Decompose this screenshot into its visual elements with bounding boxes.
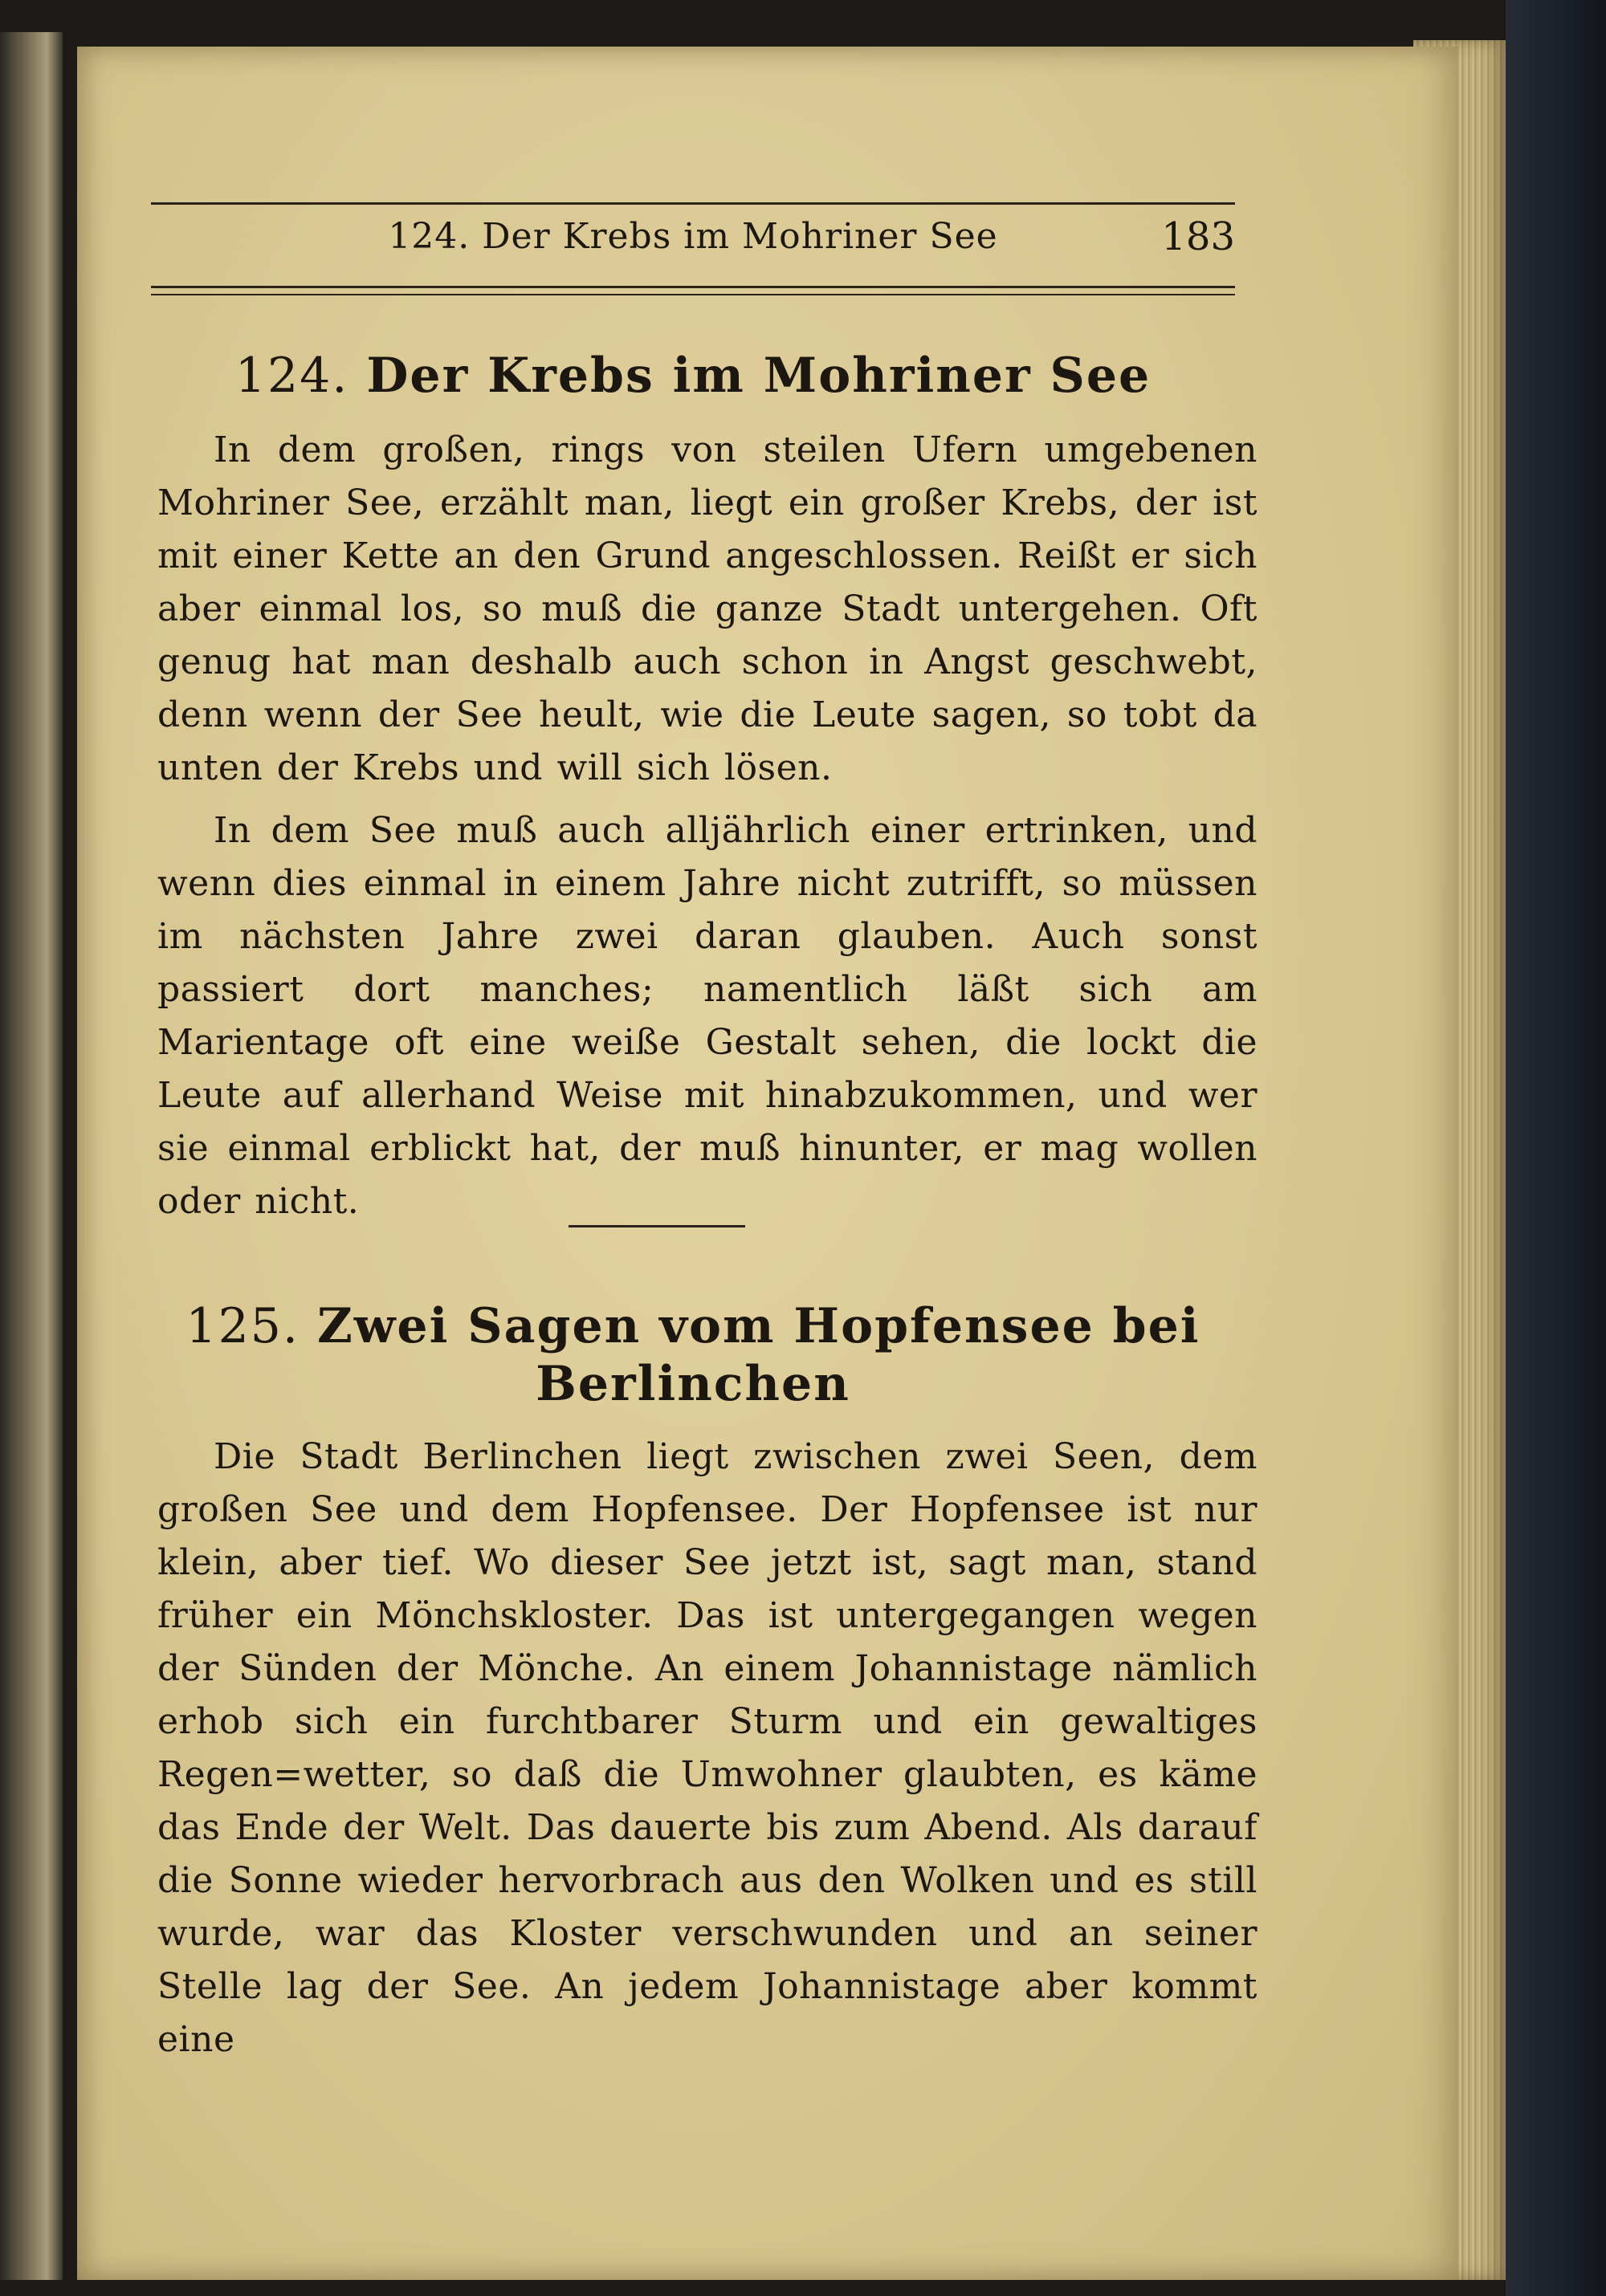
story-125-number: 125. (185, 1298, 300, 1354)
header-rule-bottom (151, 286, 1235, 288)
story-125-title (151, 1297, 1235, 1413)
page-number: 183 (1161, 214, 1235, 259)
story-125-title-line-2: Berlinchen (536, 1356, 850, 1412)
story-124-number: 124. (234, 348, 349, 404)
story-124-title-text: Der Krebs im Mohriner See (366, 348, 1152, 404)
story-124-paragraph-2: In dem See muß auch alljährlich einer ertrinken, und wenn dies einmal in einem Jahre nicht zutrifft, so müssen im nächsten Jahre zwei daran glauben. Auch sonst passiert dort manches; namentlich läßt sich am Marientage oft eine weiße Gestalt sehen, die lockt die Leute auf allerhand Weise mit hinabzukommen, und wer sie einmal erblickt hat, der muß hinunter, er mag wollen oder nicht. (157, 810, 1257, 1222)
story-125-paragraph-1: Die Stadt Berlinchen liegt zwischen zwei Seen, dem großen See und dem Hopfensee. Der Hopfensee ist nur klein, aber tief. Wo dieser See jetzt ist, sagt man, stand früher ein Mönchskloster. Das ist untergegangen wegen der Sünden der Mönche. An einem Johannistage nämlich erhob sich ein furchtbarer Sturm und ein gewaltiges Regen=wetter, so daß die Umwohner glaubten, es käme das Ende der Welt. Das dauerte bis zum Abend. Als darauf die Sonne wieder hervorbrach aus den Wolken und es still wurde, war das Kloster verschwunden und an seiner Stelle lag der See. An jedem Johannistage aber kommt eine (157, 1436, 1257, 2060)
running-head (151, 213, 1235, 261)
header-rule-bottom-double (151, 294, 1235, 295)
story-125-title-line-1 (151, 1297, 1235, 1355)
story-124-title (151, 347, 1235, 405)
section-separator (569, 1225, 745, 1227)
header-rule-top (151, 202, 1235, 205)
story-124-paragraph-1: In dem großen, rings von steilen Ufern umgebenen Mohriner See, erzählt man, liegt ein großer Krebs, der ist mit einer Kette an den Grund angeschlossen. Reißt er sich aber einmal los, so muß die ganze Stadt untergehen. Oft genug hat man deshalb auch schon in Angst geschwebt, denn wenn der See heult, wie die Leute sagen, so tobt da unten der Krebs und will sich lösen. (157, 429, 1257, 788)
running-head-title: 124. Der Krebs im Mohriner See (388, 216, 998, 257)
story-125-title-text-1: Zwei Sagen vom Hopfensee bei (316, 1298, 1200, 1354)
